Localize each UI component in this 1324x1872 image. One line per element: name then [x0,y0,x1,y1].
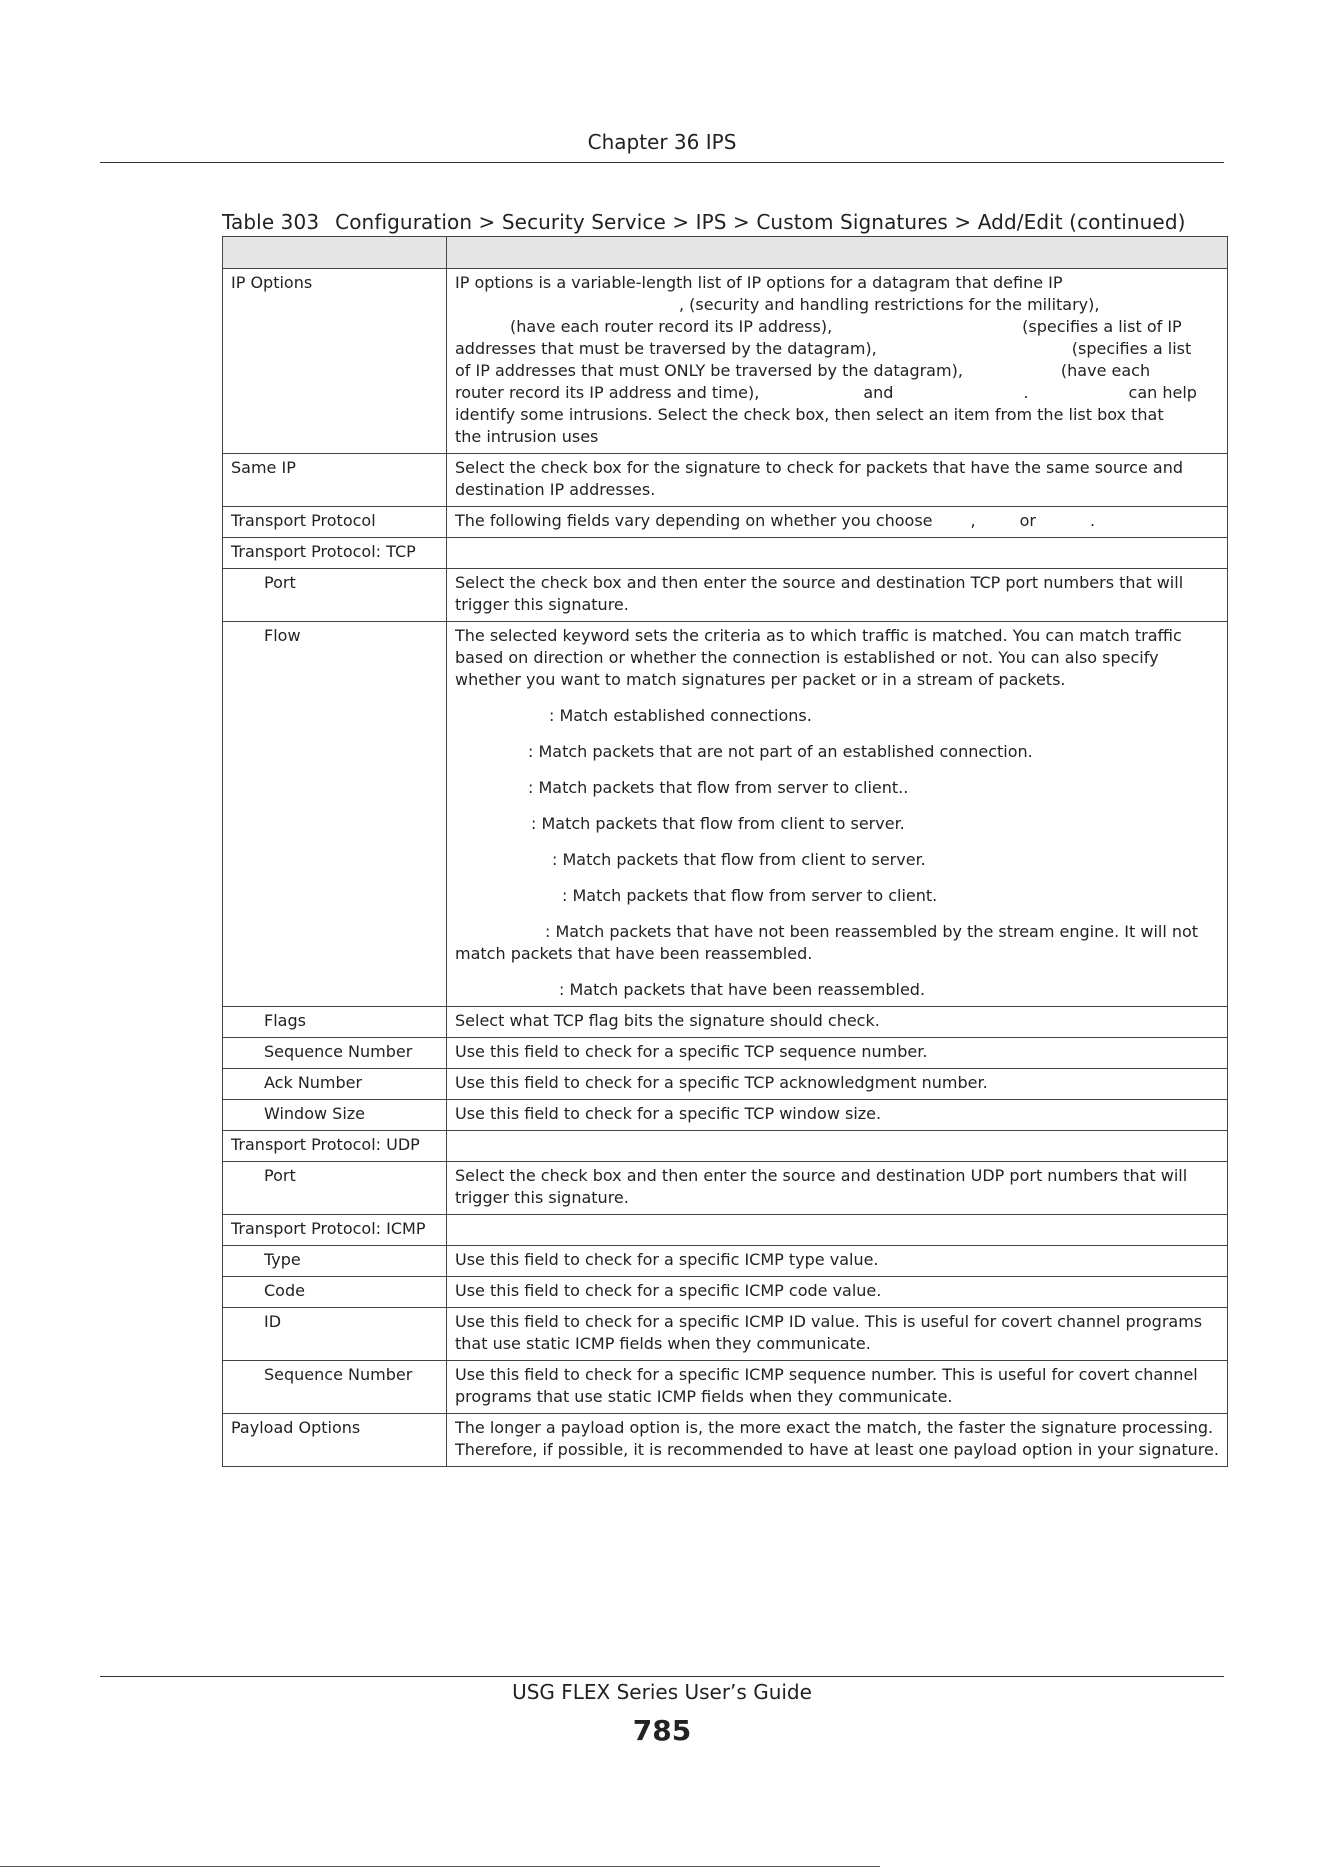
guide-title: USG FLEX Series User’s Guide [512,1680,812,1704]
ip-options-line: router record its IP address and time), and . can help [455,383,1197,402]
flow-item: : Match established connections. [549,706,812,725]
table-row [223,538,1228,569]
table-row [223,1414,1228,1467]
row-description [447,1215,1228,1246]
row-description: Use this field to check for a specific ICMP code value. [447,1277,1228,1308]
row-description [447,1131,1228,1162]
row-description: Use this field to check for a specific TCP window size. [447,1100,1228,1131]
table-row [223,507,1228,538]
table-row [223,1215,1228,1246]
ip-options-line: of IP addresses that must ONLY be traversed by the datagram), (have each [455,361,1151,380]
row-description: Use this field to check for a specific ICMP sequence number. This is useful for covert channel programs that use static ICMP fields when they communicate. [447,1361,1228,1414]
table-row [223,1361,1228,1414]
row-label: Flags [223,1007,447,1038]
row-label: Port [223,1162,447,1215]
row-description [447,538,1228,569]
row-label: Code [223,1277,447,1308]
row-description: The longer a payload option is, the more exact the match, the faster the signature processing. Therefore, if possible, it is recommended to have at least one payload option in your signature. [447,1414,1228,1467]
table-row [223,1308,1228,1361]
row-description: Use this field to check for a specific TCP sequence number. [447,1038,1228,1069]
row-label: Transport Protocol: UDP [223,1131,447,1162]
row-label: Payload Options [223,1414,447,1467]
row-label: Ack Number [223,1069,447,1100]
flow-item: : Match packets that are not part of an established connection. [528,742,1033,761]
ip-options-line: (have each router record its IP address), (specifies a list of IP [510,317,1182,336]
ip-options-line: the intrusion uses [455,427,599,446]
table-row [223,269,1228,454]
row-label: Transport Protocol: TCP [223,538,447,569]
table-row [223,1131,1228,1162]
row-label: ID [223,1308,447,1361]
table-row [223,569,1228,622]
flow-item: : Match packets that have not been reassembled by the stream engine. It will not match packets that have been reassembled. [455,922,1199,963]
row-label: Sequence Number [223,1361,447,1414]
row-description: Select the check box and then enter the source and destination TCP port numbers that will trigger this signature. [447,569,1228,622]
table-title: Configuration > Security Service > IPS > Custom Signatures > Add/Edit (continued) [335,210,1186,234]
row-description: Use this field to check for a specific TCP acknowledgment number. [447,1069,1228,1100]
table-row [223,1069,1228,1100]
flow-item: : Match packets that have been reassembled. [559,980,926,999]
row-label: IP Options [223,269,447,454]
row-description: Select the check box and then enter the source and destination UDP port numbers that will trigger this signature. [447,1162,1228,1215]
ip-options-line: identify some intrusions. Select the check box, then select an item from the list box that [455,405,1164,424]
flow-item: : Match packets that flow from server to client. [562,886,938,905]
table-row [223,1162,1228,1215]
row-description: The following fields vary depending on whether you choose , or . [447,507,1228,538]
row-label: Flow [223,622,447,1007]
table-header-row [223,237,1228,269]
footer-rule [100,1676,1224,1677]
bottom-edge-line [0,1866,880,1867]
row-label: Same IP [223,454,447,507]
row-description: Select the check box for the signature to check for packets that have the same source and destination IP addresses. [447,454,1228,507]
row-label: Transport Protocol [223,507,447,538]
row-description [447,269,1228,454]
table-row [223,1007,1228,1038]
page-number: 785 [632,1714,692,1747]
table-row [223,622,1228,1007]
ip-options-line: IP options is a variable-length list of IP options for a datagram that define IP [455,273,1063,292]
row-description: Select what TCP flag bits the signature should check. [447,1007,1228,1038]
flow-item: : Match packets that flow from client to server. [552,850,926,869]
ip-options-line: addresses that must be traversed by the datagram), (specifies a list [455,339,1192,358]
flow-item: : Match packets that flow from server to client.. [528,778,909,797]
row-label: Port [223,569,447,622]
row-description: Use this field to check for a specific ICMP type value. [447,1246,1228,1277]
chapter-header: Chapter 36 IPS [587,130,737,154]
table-row [223,1038,1228,1069]
row-label: Window Size [223,1100,447,1131]
flow-intro: The selected keyword sets the criteria as to which traffic is matched. You can match traffic based on direction or whether the connection is established or not. You can also specify whether you want to match signatures per packet or in a stream of packets. [455,626,1182,689]
ip-options-line: , (security and handling restrictions for the military), [679,295,1100,314]
flow-item: : Match packets that flow from client to server. [531,814,905,833]
row-description: Use this field to check for a specific ICMP ID value. This is useful for covert channel programs that use static ICMP fields when they communicate. [447,1308,1228,1361]
table-number: Table 303 [222,210,320,234]
table-row [223,1277,1228,1308]
table-row [223,1100,1228,1131]
table-caption [222,210,1186,234]
row-description [447,622,1228,1007]
table-row [223,1246,1228,1277]
signature-fields-table [222,236,1228,1467]
row-label: Sequence Number [223,1038,447,1069]
table-row [223,454,1228,507]
header-rule [100,162,1224,163]
row-label: Type [223,1246,447,1277]
row-label: Transport Protocol: ICMP [223,1215,447,1246]
